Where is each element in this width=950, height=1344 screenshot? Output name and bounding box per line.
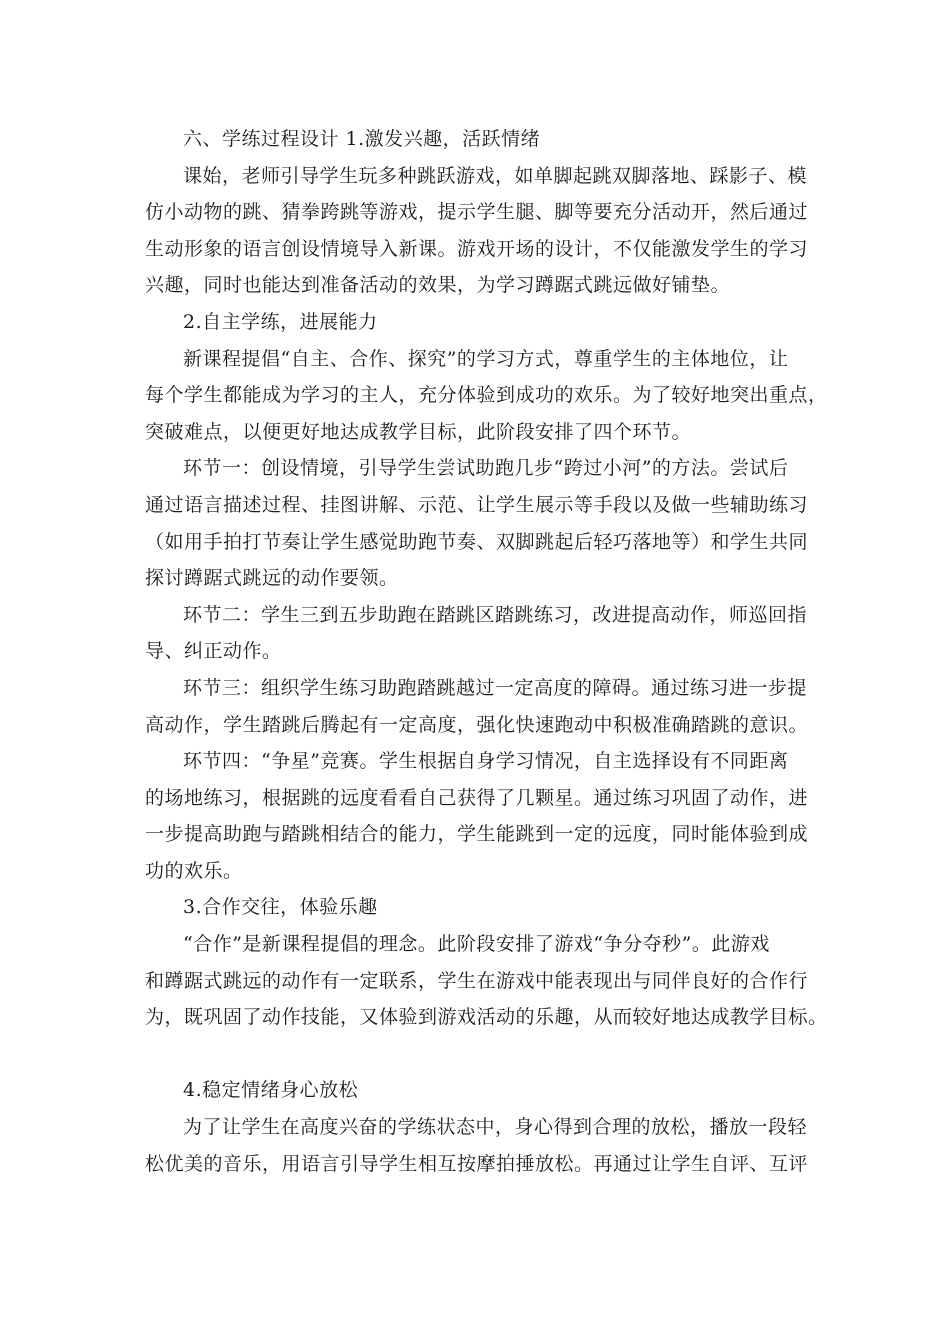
paragraph-line: 环节二：学生三到五步助跑在踏跳区踏跳练习，改进提高动作，师巡回指 [183, 603, 808, 626]
paragraph-line: 松优美的音乐，用语言引导学生相互按摩拍捶放松。再通过让学生自评、互评 [145, 1152, 809, 1175]
paragraph-line: 生动形象的语言创设情境导入新课。游戏开场的设计，不仅能激发学生的学习 [145, 237, 809, 260]
text-column [145, 121, 828, 1182]
subheading-cooperation: 3.合作交往，体验乐趣 [183, 896, 378, 919]
paragraph-line: 仿小动物的跳、猜拳跨跳等游戏，提示学生腿、脚等要充分活动开，然后通过 [145, 201, 809, 224]
paragraph-line: 为了让学生在高度兴奋的学练状态中，身心得到合理的放松，播放一段轻 [183, 1116, 808, 1139]
section-heading-design: 六、学练过程设计 1.激发兴趣，活跃情绪 [183, 128, 541, 150]
paragraph-line: （如用手拍打节奏让学生感觉助跑节奏、双脚跳起后轻巧落地等）和学生共同 [145, 530, 809, 553]
paragraph-line: “合作”是新课程提倡的理念。此阶段安排了游戏“争分夺秒”。此游戏 [183, 933, 770, 956]
paragraph-line: 为，既巩固了动作技能，又体验到游戏活动的乐趣，从而较好地达成教学目标。 [145, 1006, 828, 1029]
paragraph-line: 环节一：创设情境，引导学生尝试助跑几步“跨过小河”的方法。尝试后 [183, 457, 789, 480]
paragraph-line: 新课程提倡“自主、合作、探究”的学习方式，尊重学生的主体地位，让 [183, 347, 789, 370]
subheading-autonomous-practice: 2.自主学练，进展能力 [183, 310, 378, 333]
paragraph-gap [145, 1036, 820, 1073]
paragraph-line: 一步提高助跑与踏跳相结合的能力，学生能跳到一定的远度，同时能体验到成 [145, 823, 809, 846]
paragraph-line: 每个学生都能成为学习的主人，充分体验到成功的欢乐。为了较好地突出重点， [145, 384, 828, 407]
paragraph-line: 导、纠正动作。 [145, 640, 282, 663]
paragraph-line: 和蹲踞式跳远的动作有一定联系，学生在游戏中能表现出与同伴良好的合作行 [145, 969, 809, 992]
paragraph-line: 高动作，学生踏跳后腾起有一定高度，强化快速跑动中积极准确踏跳的意识。 [145, 713, 809, 736]
paragraph-line: 探讨蹲踞式跳远的动作要领。 [145, 567, 399, 590]
paragraph-line: 环节四：“争星”竞赛。学生根据自身学习情况，自主选择设有不同距离 [183, 750, 789, 773]
paragraph-line: 课始，老师引导学生玩多种跳跃游戏，如单脚起跳双脚落地、踩影子、模 [183, 164, 808, 187]
paragraph-line: 突破难点，以便更好地达成教学目标，此阶段安排了四个环节。 [145, 420, 692, 443]
paragraph-line: 兴趣，同时也能达到准备活动的效果，为学习蹲踞式跳远做好铺垫。 [145, 274, 731, 297]
paragraph-line: 功的欢乐。 [145, 859, 243, 882]
subheading-relaxation: 4.稳定情绪身心放松 [183, 1079, 359, 1102]
paragraph-line: 的场地练习，根据跳的远度看看自己获得了几颗星。通过练习巩固了动作，进 [145, 786, 809, 809]
paragraph-line: 环节三：组织学生练习助跑踏跳越过一定高度的障碍。通过练习进一步提 [183, 676, 808, 699]
paragraph-line: 通过语言描述过程、挂图讲解、示范、让学生展示等手段以及做一些辅助练习 [145, 493, 809, 516]
